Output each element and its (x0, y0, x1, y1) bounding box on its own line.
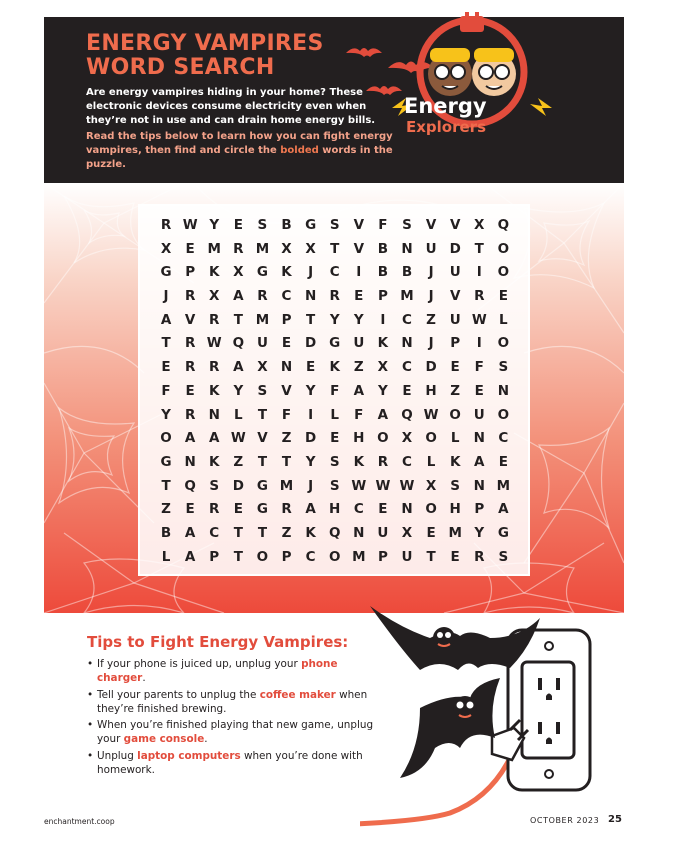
tip-text-end: when they’re finished brewing. (97, 688, 368, 715)
grid-letter[interactable]: R (209, 359, 220, 376)
tips-title: Tips to Fight Energy Vampires: (87, 633, 349, 651)
grid-letter[interactable]: N (353, 524, 365, 541)
grid-letter[interactable]: I (476, 335, 482, 352)
grid-letter[interactable]: A (209, 430, 220, 447)
logo-word-energy: Energy (404, 94, 487, 118)
grid-letter[interactable]: M (352, 548, 366, 565)
grid-row (154, 238, 516, 262)
footer-site: enchantment.coop (44, 817, 115, 826)
grid-letter[interactable]: E (281, 335, 292, 352)
grid-letter[interactable]: M (400, 288, 414, 305)
grid-letter[interactable]: Y (209, 217, 220, 233)
grid-letter[interactable]: Q (184, 477, 196, 494)
grid-letter[interactable]: E (498, 453, 508, 470)
grid-letter[interactable]: M (207, 240, 221, 257)
grid-letter[interactable]: S (257, 382, 268, 399)
grid-letter[interactable]: T (233, 524, 243, 541)
grid-letter[interactable]: B (401, 264, 413, 281)
grid-row (154, 498, 516, 522)
grid-letter[interactable]: P (209, 548, 220, 565)
grid-letter[interactable]: V (353, 240, 365, 257)
instructions-after: words in the puzzle. (86, 145, 393, 170)
grid-letter[interactable]: N (280, 359, 293, 376)
grid-letter[interactable]: S (257, 217, 268, 233)
title-line-2: WORD SEARCH (86, 55, 275, 80)
grid-letter[interactable]: A (184, 524, 196, 541)
grid-letter[interactable]: E (330, 430, 340, 447)
grid-letter[interactable]: P (281, 311, 292, 328)
grid-letter[interactable]: U (377, 524, 389, 541)
grid-letter[interactable]: L (499, 311, 508, 328)
grid-letter[interactable]: X (233, 264, 244, 281)
grid-letter[interactable]: A (233, 288, 244, 305)
grid-letter[interactable]: G (160, 453, 172, 470)
grid-letter[interactable]: R (184, 335, 196, 352)
grid-letter[interactable]: X (474, 217, 485, 233)
grid-letter[interactable]: K (377, 335, 389, 352)
grid-letter[interactable]: V (353, 217, 365, 233)
grid-letter[interactable]: B (160, 524, 172, 541)
grid-row (154, 285, 516, 309)
grid-letter[interactable]: K (449, 453, 461, 470)
grid-letter[interactable]: S (402, 217, 412, 233)
grid-letter[interactable]: E (474, 382, 484, 399)
intro-text: Are energy vampires hiding in your home? These electronic devices consume electricity even when they’re not in use and can drain home energy bills. (86, 87, 376, 126)
grid-row (154, 332, 516, 356)
grid-letter[interactable]: C (402, 359, 412, 376)
grid-letter[interactable]: F (354, 406, 364, 423)
tip-item (87, 657, 387, 686)
grid-letter[interactable]: D (449, 240, 461, 257)
grid-letter[interactable]: S (329, 217, 340, 233)
grid-letter[interactable]: J (308, 264, 314, 281)
grid-letter[interactable]: U (473, 406, 485, 423)
tip-text-end: . (204, 733, 208, 746)
grid-letter[interactable]: T (474, 240, 484, 257)
grid-letter[interactable]: M (279, 477, 294, 494)
grid-letter[interactable]: Y (329, 311, 340, 328)
grid-letter[interactable]: X (425, 477, 437, 494)
grid-letter[interactable]: J (163, 288, 169, 305)
grid-letter[interactable]: O (160, 430, 172, 447)
grid-letter[interactable]: B (377, 240, 389, 257)
grid-letter[interactable]: A (184, 430, 196, 447)
grid-row (154, 404, 516, 428)
grid-letter[interactable]: A (160, 311, 172, 328)
grid-row (154, 261, 516, 285)
grid-row (154, 356, 516, 380)
grid-letter[interactable]: X (209, 288, 220, 305)
grid-letter[interactable]: B (281, 217, 292, 233)
grid-letter[interactable]: X (257, 359, 268, 376)
grid-letter[interactable]: O (256, 548, 269, 565)
grid-letter[interactable]: X (160, 240, 172, 257)
grid-letter[interactable]: T (306, 311, 316, 328)
grid-letter[interactable]: A (498, 501, 509, 518)
grid-row (154, 214, 516, 238)
grid-letter[interactable]: Z (450, 382, 461, 399)
tip-text: Unplug (97, 749, 138, 762)
grid-letter[interactable]: N (208, 406, 220, 423)
grid-letter[interactable]: Y (305, 382, 316, 399)
grid-letter[interactable]: S (450, 477, 461, 494)
tip-keyword: laptop computers (137, 749, 241, 762)
grid-row (154, 522, 516, 546)
grid-letter[interactable]: K (209, 453, 220, 470)
grid-letter[interactable]: E (233, 217, 243, 233)
grid-letter[interactable]: N (497, 382, 510, 399)
grid-letter[interactable]: V (281, 382, 292, 399)
grid-letter[interactable]: H (449, 501, 461, 518)
grid-letter[interactable]: V (425, 217, 437, 233)
grid-letter[interactable]: O (497, 240, 510, 257)
grid-letter[interactable]: F (474, 359, 484, 376)
tips-list (87, 657, 387, 779)
grid-letter[interactable]: D (305, 430, 317, 447)
grid-letter[interactable]: U (449, 311, 461, 328)
grid-letter[interactable]: G (329, 335, 341, 352)
tip-text: When you’re finished playing that new game, unplug your (97, 719, 374, 746)
grid-letter[interactable]: N (401, 335, 413, 352)
grid-letter[interactable]: Q (401, 406, 413, 423)
grid-row (154, 427, 516, 451)
grid-letter[interactable]: A (377, 406, 389, 423)
grid-letter[interactable]: W (230, 430, 246, 447)
grid-letter[interactable]: G (256, 501, 268, 518)
grid-letter[interactable]: W (351, 477, 367, 494)
grid-letter[interactable]: V (449, 288, 461, 305)
grid-letter[interactable]: O (497, 264, 510, 281)
grid-letter[interactable]: I (308, 406, 314, 423)
grid-letter[interactable]: S (498, 548, 509, 565)
grid-row (154, 546, 516, 570)
grid-letter[interactable]: N (401, 501, 413, 518)
grid-letter[interactable]: T (426, 548, 436, 565)
grid-letter[interactable]: C (281, 288, 292, 305)
grid-letter[interactable]: T (233, 548, 243, 565)
grid-letter[interactable]: K (209, 264, 220, 281)
grid-letter[interactable]: H (329, 501, 341, 518)
grid-letter[interactable]: G (305, 217, 317, 233)
grid-letter[interactable]: W (206, 335, 222, 352)
grid-letter[interactable]: S (209, 477, 220, 494)
grid-letter[interactable]: X (281, 240, 292, 257)
grid-letter[interactable]: N (401, 240, 413, 257)
bat-icon (370, 606, 540, 670)
grid-letter[interactable]: K (305, 524, 316, 541)
tip-keyword: coffee maker (259, 688, 336, 701)
grid-letter[interactable]: R (474, 288, 485, 305)
instructions-before: Read the tips below to learn how you can fight energy vampires, then find and circle the (86, 131, 393, 156)
grid-letter[interactable]: X (401, 430, 413, 447)
grid-letter[interactable]: X (401, 524, 413, 541)
tip-item (87, 718, 387, 747)
grid-letter[interactable]: L (330, 406, 339, 423)
grid-letter[interactable]: R (209, 501, 220, 518)
tip-keyword: phone charger (97, 658, 338, 685)
grid-letter[interactable]: Z (426, 311, 436, 328)
grid-letter[interactable]: J (308, 477, 314, 494)
grid-letter[interactable]: R (184, 288, 196, 305)
logo-word-explorers: Explorers (406, 118, 487, 136)
grid-letter[interactable]: V (449, 217, 461, 233)
grid-letter[interactable]: Y (161, 406, 171, 423)
grid-letter[interactable]: R (184, 406, 196, 423)
grid-letter[interactable]: O (497, 335, 510, 352)
grid-letter[interactable]: A (474, 453, 485, 470)
title-line-1: ENERGY VAMPIRES (86, 31, 324, 56)
grid-letter[interactable]: N (473, 477, 485, 494)
grid-letter[interactable]: K (353, 453, 365, 470)
grid-letter[interactable]: E (233, 501, 243, 518)
grid-letter[interactable]: X (305, 240, 316, 257)
grid-letter[interactable]: U (256, 335, 268, 352)
page-number: 25 (608, 814, 622, 825)
grid-letter[interactable]: P (185, 264, 196, 281)
grid-letter[interactable]: A (305, 501, 316, 518)
grid-letter[interactable]: P (377, 548, 388, 565)
grid-letter[interactable]: L (234, 406, 243, 423)
grid-letter[interactable]: T (161, 335, 171, 352)
grid-letter[interactable]: D (232, 477, 244, 494)
grid-letter[interactable]: E (402, 382, 412, 399)
grid-letter[interactable]: Q (232, 335, 245, 352)
grid-letter[interactable]: W (471, 311, 487, 328)
tip-text-end: . (142, 672, 146, 685)
grid-letter[interactable]: O (425, 501, 437, 518)
grid-letter[interactable]: A (184, 548, 196, 565)
grid-letter[interactable]: E (185, 240, 195, 257)
grid-letter[interactable]: G (160, 264, 172, 281)
grid-row (154, 380, 516, 404)
grid-letter[interactable]: W (375, 477, 391, 494)
grid-row (154, 309, 516, 333)
grid-letter[interactable]: F (330, 382, 340, 399)
letter-grid (154, 214, 516, 569)
grid-letter[interactable]: M (448, 524, 462, 541)
grid-letter[interactable]: E (426, 524, 436, 541)
grid-letter[interactable]: R (160, 217, 172, 233)
grid-letter[interactable]: V (184, 311, 196, 328)
grid-letter[interactable]: F (378, 217, 388, 233)
tip-text: Tell your parents to unplug the (97, 688, 260, 701)
grid-letter[interactable]: U (425, 240, 437, 257)
grid-letter[interactable]: K (329, 359, 340, 376)
grid-letter[interactable]: K (281, 264, 292, 281)
grid-letter[interactable]: R (474, 548, 485, 565)
grid-letter[interactable]: E (185, 382, 195, 399)
grid-letter[interactable]: T (161, 477, 171, 494)
grid-letter[interactable]: N (473, 430, 485, 447)
grid-letter[interactable]: T (257, 524, 268, 541)
grid-letter[interactable]: O (425, 430, 437, 447)
grid-letter[interactable]: T (257, 453, 268, 470)
energy-explorers-logo (372, 12, 572, 162)
grid-letter[interactable]: L (426, 453, 436, 470)
grid-letter[interactable]: C (353, 501, 364, 518)
grid-letter[interactable]: R (377, 453, 389, 470)
grid-letter[interactable]: I (476, 264, 482, 281)
grid-letter[interactable]: T (257, 406, 268, 423)
grid-letter[interactable]: U (401, 548, 413, 565)
footer-issue: OCTOBER 2023 (530, 816, 600, 825)
grid-letter[interactable]: D (425, 359, 437, 376)
tip-text: If your phone is juiced up, unplug your (97, 658, 302, 670)
grid-letter[interactable]: Z (281, 430, 292, 447)
grid-letter[interactable]: U (353, 335, 365, 352)
grid-letter[interactable]: R (329, 288, 340, 305)
grid-letter[interactable]: I (356, 264, 362, 281)
grid-letter[interactable]: J (428, 335, 434, 352)
grid-letter[interactable]: S (329, 477, 340, 494)
grid-letter[interactable]: J (428, 288, 434, 305)
grid-letter[interactable]: Y (474, 524, 485, 541)
bats-and-outlet-illustration (360, 598, 610, 828)
grid-row (154, 451, 516, 475)
grid-letter[interactable]: R (209, 311, 220, 328)
grid-letter[interactable]: O (377, 430, 389, 447)
word-search-grid (138, 204, 530, 576)
grid-letter[interactable]: E (185, 501, 195, 518)
grid-letter[interactable]: A (353, 382, 365, 399)
grid-letter[interactable]: Z (233, 453, 244, 470)
grid-letter[interactable]: O (449, 406, 461, 423)
grid-letter[interactable]: F (161, 382, 171, 399)
grid-letter[interactable]: S (498, 359, 509, 376)
grid-letter[interactable]: Y (353, 311, 364, 328)
grid-letter[interactable]: W (399, 477, 415, 494)
grid-letter[interactable]: A (233, 359, 244, 376)
grid-letter[interactable]: M (255, 240, 270, 257)
grid-letter[interactable]: R (281, 501, 292, 518)
grid-letter[interactable]: R (233, 240, 244, 257)
grid-letter[interactable]: P (450, 335, 461, 352)
grid-letter[interactable]: T (281, 453, 292, 470)
grid-row (154, 475, 516, 499)
grid-letter[interactable]: W (182, 217, 198, 233)
grid-letter[interactable]: L (161, 548, 171, 565)
grid-letter[interactable]: M (255, 311, 270, 328)
grid-letter[interactable]: M (496, 477, 511, 494)
grid-letter[interactable]: Z (161, 501, 171, 518)
grid-letter[interactable]: E (161, 359, 171, 376)
grid-letter[interactable]: E (450, 548, 460, 565)
grid-letter[interactable]: Z (353, 359, 364, 376)
grid-letter[interactable]: Q (497, 217, 510, 233)
grid-letter[interactable]: E (450, 359, 460, 376)
grid-letter[interactable]: U (449, 264, 461, 281)
grid-letter[interactable]: C (402, 311, 412, 328)
grid-letter[interactable]: E (378, 501, 388, 518)
grid-letter[interactable]: O (328, 548, 341, 565)
grid-letter[interactable]: E (354, 288, 364, 305)
grid-letter[interactable]: T (330, 240, 340, 257)
grid-letter[interactable]: Y (305, 453, 316, 470)
grid-letter[interactable]: F (281, 406, 292, 423)
grid-letter[interactable]: S (329, 453, 340, 470)
grid-letter[interactable]: E (498, 288, 508, 305)
grid-letter[interactable]: H (425, 382, 437, 399)
grid-letter[interactable]: T (233, 311, 243, 328)
grid-letter[interactable]: P (377, 288, 388, 305)
grid-letter[interactable]: C (209, 524, 220, 541)
grid-letter[interactable]: N (304, 288, 317, 305)
grid-letter[interactable]: D (305, 335, 317, 352)
grid-letter[interactable]: X (377, 359, 389, 376)
grid-letter[interactable]: C (305, 548, 316, 565)
grid-letter[interactable]: C (498, 430, 509, 447)
grid-letter[interactable]: W (423, 406, 439, 423)
grid-letter[interactable]: B (377, 264, 389, 281)
grid-letter[interactable]: G (256, 477, 268, 494)
grid-letter[interactable]: P (474, 501, 485, 518)
tip-item (87, 749, 387, 778)
tip-keyword: game console (123, 733, 205, 746)
grid-letter[interactable]: V (257, 430, 268, 447)
grid-letter[interactable]: K (209, 382, 220, 399)
tip-text-end: when you’re done with homework. (97, 749, 363, 777)
grid-letter[interactable]: J (428, 264, 434, 281)
grid-letter[interactable]: E (305, 359, 316, 376)
grid-letter[interactable]: Y (378, 382, 388, 399)
grid-letter[interactable]: R (257, 288, 268, 305)
grid-letter[interactable]: H (353, 430, 365, 447)
grid-letter[interactable]: P (281, 548, 292, 565)
grid-letter[interactable]: G (497, 524, 509, 541)
grid-letter[interactable]: G (256, 264, 268, 281)
grid-letter[interactable]: O (497, 406, 510, 423)
instructions-highlight: bolded (280, 145, 319, 156)
grid-letter[interactable]: L (450, 430, 460, 447)
grid-letter[interactable]: C (402, 453, 412, 470)
grid-letter[interactable]: I (380, 311, 386, 328)
grid-letter[interactable]: Z (281, 524, 292, 541)
bat-icon-2 (400, 678, 500, 778)
grid-letter[interactable]: C (329, 264, 340, 281)
grid-letter[interactable]: Q (328, 524, 341, 541)
grid-letter[interactable]: Y (233, 382, 244, 399)
grid-letter[interactable]: N (184, 453, 196, 470)
grid-letter[interactable]: R (184, 359, 196, 376)
tip-item (87, 688, 387, 717)
